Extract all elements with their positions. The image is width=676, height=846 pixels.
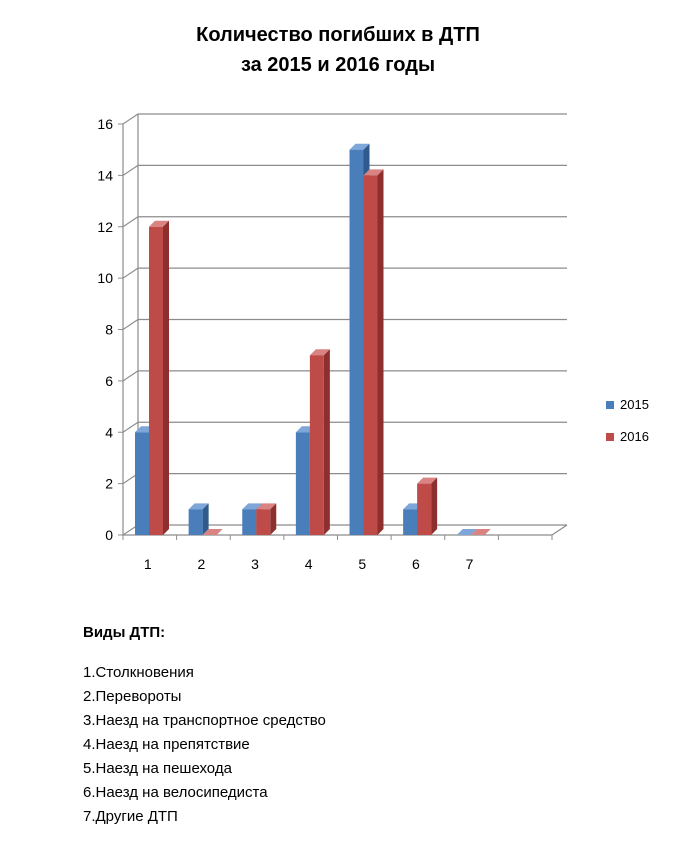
x-tick-label: 1 [143, 556, 152, 572]
x-axis-depth [552, 525, 567, 535]
bar-side-2016-cat-6 [431, 478, 437, 535]
x-tick-labels [123, 535, 552, 572]
bar-2016-cat-6 [417, 484, 431, 535]
accident-type-item: 7.Другие ДТП [83, 808, 178, 825]
gridlines [123, 114, 567, 535]
chart-title-line-2: за 2015 и 2016 годы [240, 54, 436, 76]
y-tick-label: 10 [97, 270, 113, 287]
legend-label-2015: 2015 [620, 397, 649, 412]
legend [606, 396, 649, 460]
legend-item-2015 [606, 396, 649, 414]
y-tick-label: 2 [105, 475, 113, 492]
x-tick-label: 6 [412, 556, 420, 572]
bar-2015-cat-5 [350, 150, 364, 535]
bar-2016-cat-1 [149, 227, 163, 535]
bar-2015-cat-1 [135, 432, 149, 535]
bar-side-2016-cat-5 [378, 169, 384, 535]
bar-2016-cat-5 [364, 175, 378, 535]
gridline [123, 320, 567, 330]
bar-side-2016-cat-1 [163, 221, 169, 535]
accident-type-item: 6.Наезд на велосипедиста [83, 784, 268, 801]
gridline [123, 268, 567, 278]
accident-types-list [83, 624, 326, 829]
y-tick-label: 12 [97, 218, 113, 235]
gridline [123, 474, 567, 484]
y-tick-label: 6 [105, 372, 113, 389]
gridline [123, 422, 567, 432]
x-tick-label: 3 [251, 556, 259, 572]
gridline [123, 114, 567, 124]
bars [135, 144, 491, 535]
gridline [123, 217, 567, 227]
y-tick-label: 14 [97, 167, 113, 184]
accident-type-item: 2.Перевороты [83, 688, 182, 705]
accident-type-item: 3.Наезд на транспортное средство [83, 712, 326, 729]
legend-item-2016 [606, 428, 649, 446]
bar-2015-cat-4 [296, 432, 310, 535]
bar-2015-cat-3 [242, 509, 256, 535]
gridline [123, 371, 567, 381]
x-tick-label: 4 [304, 556, 313, 572]
x-tick-label: 7 [465, 556, 474, 572]
gridline [123, 165, 567, 175]
bar-2015-cat-6 [403, 509, 417, 535]
legend-swatch-2015 [606, 401, 614, 409]
axes [123, 114, 567, 535]
y-tick-label: 4 [105, 424, 113, 441]
x-tick-label: 5 [358, 556, 367, 572]
accident-type-item: 4.Наезд на препятствие [83, 736, 250, 753]
y-tick-label: 16 [97, 116, 113, 132]
bar-2016-cat-4 [310, 355, 324, 535]
bar-side-2016-cat-4 [324, 349, 330, 535]
accident-type-item: 1.Столкновения [83, 664, 194, 681]
accident-types-heading: Виды ДТП: [83, 624, 166, 641]
bar-2015-cat-2 [189, 509, 203, 535]
accident-type-item: 5.Наезд на пешехода [83, 760, 232, 777]
legend-swatch-2016 [606, 433, 614, 441]
chart-title-line-1: Количество погибших в ДТП [196, 24, 480, 46]
y-tick-label: 8 [105, 321, 113, 338]
x-tick-label: 2 [197, 556, 206, 572]
bar-2016-cat-3 [256, 509, 270, 535]
y-tick-labels [97, 116, 123, 543]
legend-label-2016: 2016 [620, 429, 649, 444]
y-tick-label: 0 [105, 527, 113, 543]
